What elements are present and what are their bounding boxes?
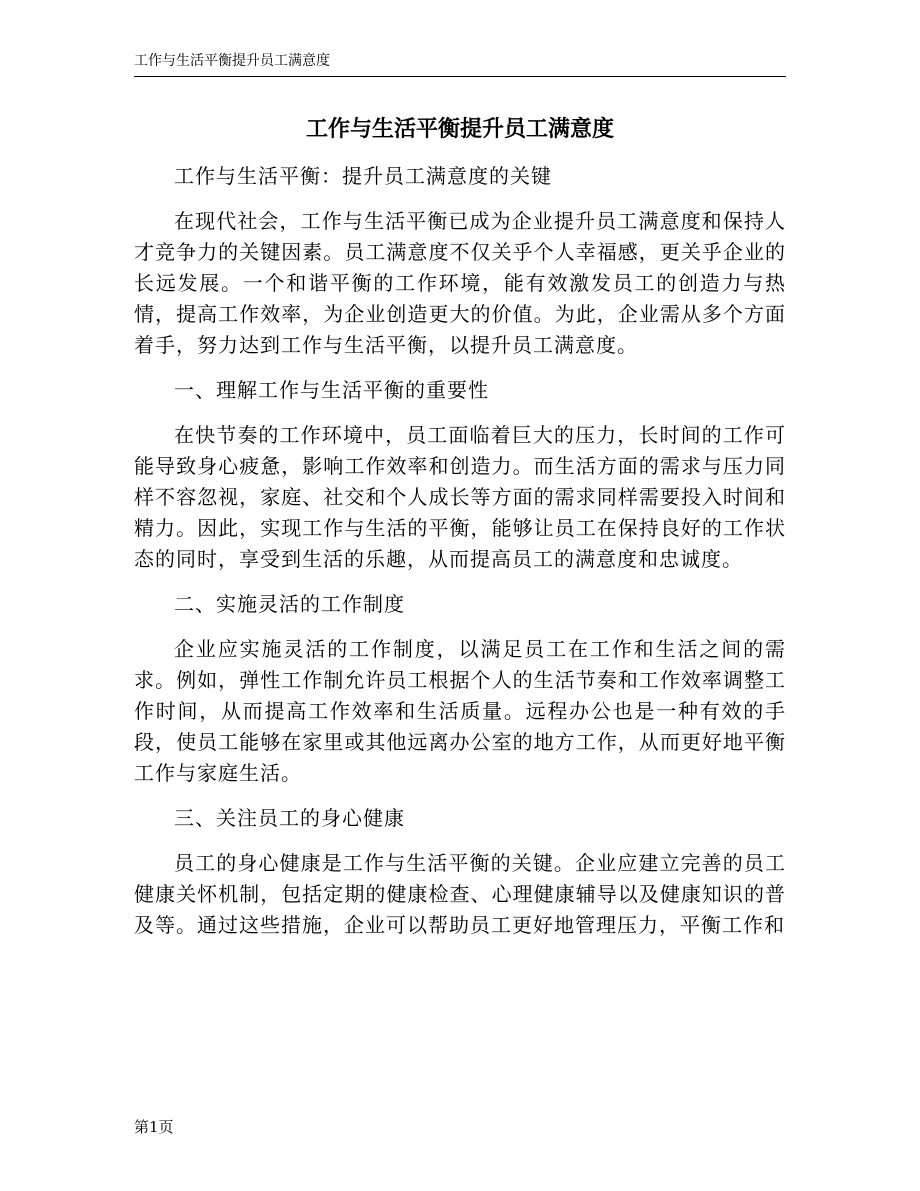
section-heading: 二、实施灵活的工作制度 <box>174 592 405 616</box>
header-divider <box>134 76 786 77</box>
body-paragraph: 在现代社会，工作与生活平衡已成为企业提升员工满意度和保持人才竞争力的关键因素。员工满意度不仅关乎个人幸福感，更关乎企业的长远发展。一个和谐平衡的工作环境，能有效激发员工的创造力与热情，提高工作效率，为企业创造更大的价值。为此，企业需从多个方面着手，努力达到工作与生活平衡，以提升员工满意度。 <box>134 209 786 357</box>
document-subtitle: 工作与生活平衡：提升员工满意度的关键 <box>174 164 552 188</box>
section-heading: 一、理解工作与生活平衡的重要性 <box>174 378 489 402</box>
running-header: 工作与生活平衡提升员工满意度 <box>134 53 330 69</box>
body-paragraph: 在快节奏的工作环境中，员工面临着巨大的压力，长时间的工作可能导致身心疲惫，影响工作效率和创造力。而生活方面的需求与压力同样不容忽视，家庭、社交和个人成长等方面的需求同样需要投入时间和精力。因此，实现工作与生活的平衡，能够让员工在保持良好的工作状态的同时，享受到生活的乐趣，从而提高员工的满意度和忠诚度。 <box>134 423 786 571</box>
document-body <box>134 161 786 955</box>
section-heading: 三、关注员工的身心健康 <box>174 806 405 830</box>
body-paragraph: 员工的身心健康是工作与生活平衡的关键。企业应建立完善的员工健康关怀机制，包括定期的健康检查、心理健康辅导以及健康知识的普及等。通过这些措施，企业可以帮助员工更好地管理压力，平衡工作和 <box>134 851 786 937</box>
document-title: 工作与生活平衡提升员工满意度 <box>305 116 614 142</box>
page-number: 第1页 <box>134 1118 174 1136</box>
body-paragraph: 企业应实施灵活的工作制度，以满足员工在工作和生活之间的需求。例如，弹性工作制允许员工根据个人的生活节奏和工作效率调整工作时间，从而提高工作效率和生活质量。远程办公也是一种有效的手段，使员工能够在家里或其他远离办公室的地方工作，从而更好地平衡工作与家庭生活。 <box>134 637 786 785</box>
